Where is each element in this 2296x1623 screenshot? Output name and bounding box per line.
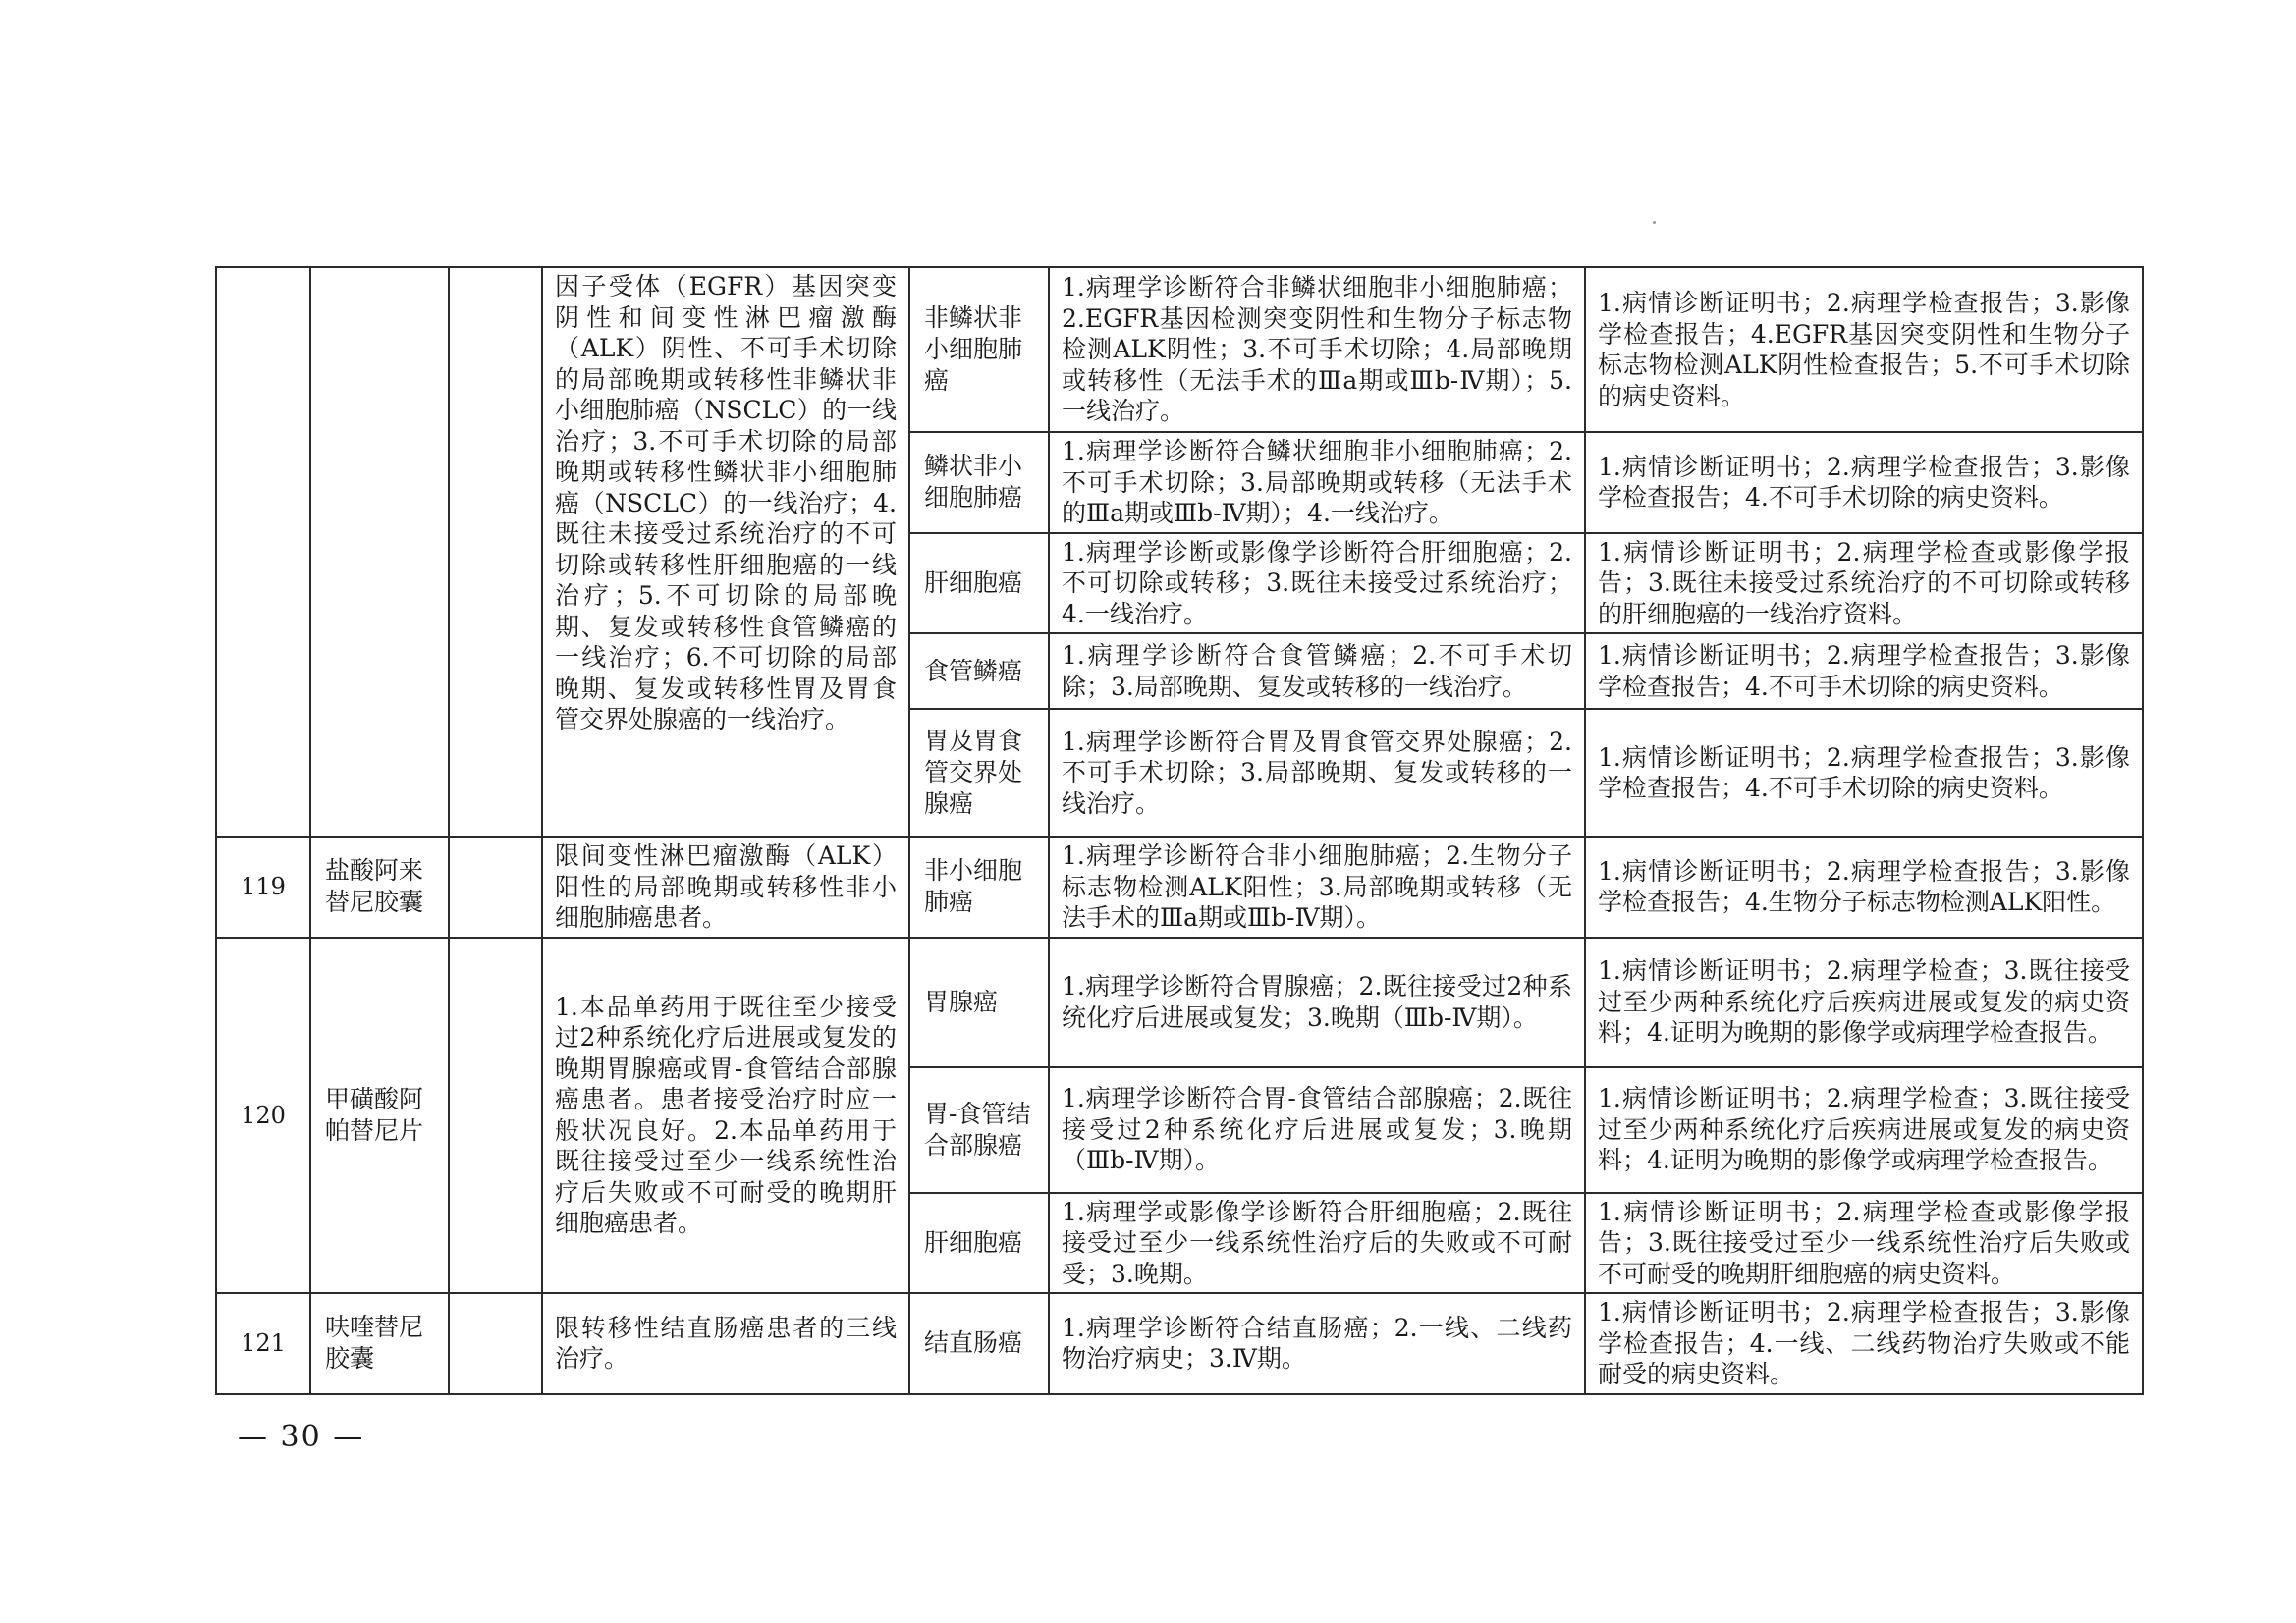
disease-name: 肝细胞癌 bbox=[909, 1193, 1049, 1294]
drug-name: 盐酸阿来替尼胶囊 bbox=[310, 837, 449, 938]
indication-scope: 限转移性结直肠癌患者的三线治疗。 bbox=[542, 1293, 909, 1394]
indication-scope: 限间变性淋巴瘤激酶（ALK）阳性的局部晚期或转移性非小细胞肺癌患者。 bbox=[542, 837, 909, 938]
diagnosis-criteria: 1.病理学诊断符合鳞状细胞非小细胞肺癌；2.不可手术切除；3.局部晚期或转移（无法手术的Ⅲa期或Ⅲb-Ⅳ期）；4.一线治疗。 bbox=[1049, 432, 1585, 533]
table-row bbox=[216, 938, 2143, 1067]
disease-name: 肝细胞癌 bbox=[909, 533, 1049, 634]
indication-scope: 1.本品单药用于既往至少接受过2种系统化疗后进展或复发的晚期胃腺癌或胃-食管结合部腺癌患者。患者接受治疗时应一般状况良好。2.本品单药用于既往接受过至少一线系统性治疗后失败或不可耐受的晚期肝细胞癌患者。 bbox=[542, 938, 909, 1294]
required-materials: 1.病情诊断证明书；2.病理学检查或影像学报告；3.既往接受过至少一线系统性治疗后失败或不可耐受的晚期肝细胞癌的病史资料。 bbox=[1585, 1193, 2143, 1294]
required-materials: 1.病情诊断证明书；2.病理学检查；3.既往接受过至少两种系统化疗后疾病进展或复发的病史资料；4.证明为晚期的影像学或病理学检查报告。 bbox=[1585, 1067, 2143, 1193]
disease-name: 非小细胞肺癌 bbox=[909, 837, 1049, 938]
diagnosis-criteria: 1.病理学诊断符合非小细胞肺癌；2.生物分子标志物检测ALK阳性；3.局部晚期或转移（无法手术的Ⅲa期或Ⅲb-Ⅳ期）。 bbox=[1049, 837, 1585, 938]
diagnosis-criteria: 1.病理学诊断或影像学诊断符合肝细胞癌；2.不可切除或转移；3.既往未接受过系统治疗；4.一线治疗。 bbox=[1049, 533, 1585, 634]
required-materials: 1.病情诊断证明书；2.病理学检查报告；3.影像学检查报告；4.EGFR基因突变阴性和生物分子标志物检测ALK阴性检查报告；5.不可手术切除的病史资料。 bbox=[1585, 267, 2143, 432]
indication-scope: 因子受体（EGFR）基因突变阴性和间变性淋巴瘤激酶（ALK）阴性、不可手术切除的局部晚期或转移性非鳞状非小细胞肺癌（NSCLC）的一线治疗；3.不可手术切除的局部晚期或转移性鳞状非小细胞肺癌（NSCLC）的一线治疗；4.既往未接受过系统治疗的不可切除或转移性肝细胞癌的一线治疗；5.不可切除的局部晚期、复发或转移性食管鳞癌的一线治疗；6.不可切除的局部晚期、复发或转移性胃及胃食管交界处腺癌的一线治疗。 bbox=[542, 267, 909, 837]
required-materials: 1.病情诊断证明书；2.病理学检查报告；3.影像学检查报告；4.不可手术切除的病史资料。 bbox=[1585, 709, 2143, 837]
drug-type bbox=[449, 837, 542, 938]
table-row bbox=[216, 837, 2143, 938]
required-materials: 1.病情诊断证明书；2.病理学检查报告；3.影像学检查报告；4.一线、二线药物治疗失败或不能耐受的病史资料。 bbox=[1585, 1293, 2143, 1394]
required-materials: 1.病情诊断证明书；2.病理学检查报告；3.影像学检查报告；4.生物分子标志物检测ALK阳性。 bbox=[1585, 837, 2143, 938]
diagnosis-criteria: 1.病理学诊断符合胃-食管结合部腺癌；2.既往接受过2种系统化疗后进展或复发；3.晚期（Ⅲb-Ⅳ期）。 bbox=[1049, 1067, 1585, 1193]
drug-type bbox=[449, 1293, 542, 1394]
disease-name: 结直肠癌 bbox=[909, 1293, 1049, 1394]
disease-name: 胃-食管结合部腺癌 bbox=[909, 1067, 1049, 1193]
row-number: 120 bbox=[216, 938, 310, 1294]
row-number: 121 bbox=[216, 1293, 310, 1394]
diagnosis-criteria: 1.病理学或影像学诊断符合肝细胞癌；2.既往接受过至少一线系统性治疗后的失败或不可耐受；3.晚期。 bbox=[1049, 1193, 1585, 1294]
disease-name: 胃腺癌 bbox=[909, 938, 1049, 1067]
required-materials: 1.病情诊断证明书；2.病理学检查或影像学报告；3.既往未接受过系统治疗的不可切除或转移的肝细胞癌的一线治疗资料。 bbox=[1585, 533, 2143, 634]
drug-name: 甲磺酸阿帕替尼片 bbox=[310, 938, 449, 1294]
drug-name: 呋喹替尼胶囊 bbox=[310, 1293, 449, 1394]
diagnosis-criteria: 1.病理学诊断符合胃及胃食管交界处腺癌；2.不可手术切除；3.局部晚期、复发或转移的一线治疗。 bbox=[1049, 709, 1585, 837]
diagnosis-criteria: 1.病理学诊断符合非鳞状细胞非小细胞肺癌；2.EGFR基因检测突变阴性和生物分子标志物检测ALK阴性；3.不可手术切除；4.局部晚期或转移性（无法手术的Ⅲa期或Ⅲb-Ⅳ期）；5.一线治疗。 bbox=[1049, 267, 1585, 432]
drug-criteria-table bbox=[215, 266, 2144, 1395]
row-number: 119 bbox=[216, 837, 310, 938]
required-materials: 1.病情诊断证明书；2.病理学检查；3.既往接受过至少两种系统化疗后疾病进展或复发的病史资料；4.证明为晚期的影像学或病理学检查报告。 bbox=[1585, 938, 2143, 1067]
required-materials: 1.病情诊断证明书；2.病理学检查报告；3.影像学检查报告；4.不可手术切除的病史资料。 bbox=[1585, 432, 2143, 533]
page-number: — 30 — bbox=[238, 1420, 365, 1454]
disease-name: 鳞状非小细胞肺癌 bbox=[909, 432, 1049, 533]
disease-name: 食管鳞癌 bbox=[909, 633, 1049, 709]
drug-name bbox=[310, 267, 449, 837]
disease-name: 非鳞状非小细胞肺癌 bbox=[909, 267, 1049, 432]
diagnosis-criteria: 1.病理学诊断符合食管鳞癌；2.不可手术切除；3.局部晚期、复发或转移的一线治疗。 bbox=[1049, 633, 1585, 709]
row-number bbox=[216, 267, 310, 837]
disease-name: 胃及胃食管交界处腺癌 bbox=[909, 709, 1049, 837]
drug-type bbox=[449, 938, 542, 1294]
drug-type bbox=[449, 267, 542, 837]
required-materials: 1.病情诊断证明书；2.病理学检查报告；3.影像学检查报告；4.不可手术切除的病史资料。 bbox=[1585, 633, 2143, 709]
table-row bbox=[216, 1293, 2143, 1394]
diagnosis-criteria: 1.病理学诊断符合胃腺癌；2.既往接受过2种系统化疗后进展或复发；3.晚期（Ⅲb-Ⅳ期）。 bbox=[1049, 938, 1585, 1067]
scan-speck bbox=[1653, 221, 1656, 224]
table-row bbox=[216, 267, 2143, 432]
diagnosis-criteria: 1.病理学诊断符合结直肠癌；2.一线、二线药物治疗病史；3.Ⅳ期。 bbox=[1049, 1293, 1585, 1394]
